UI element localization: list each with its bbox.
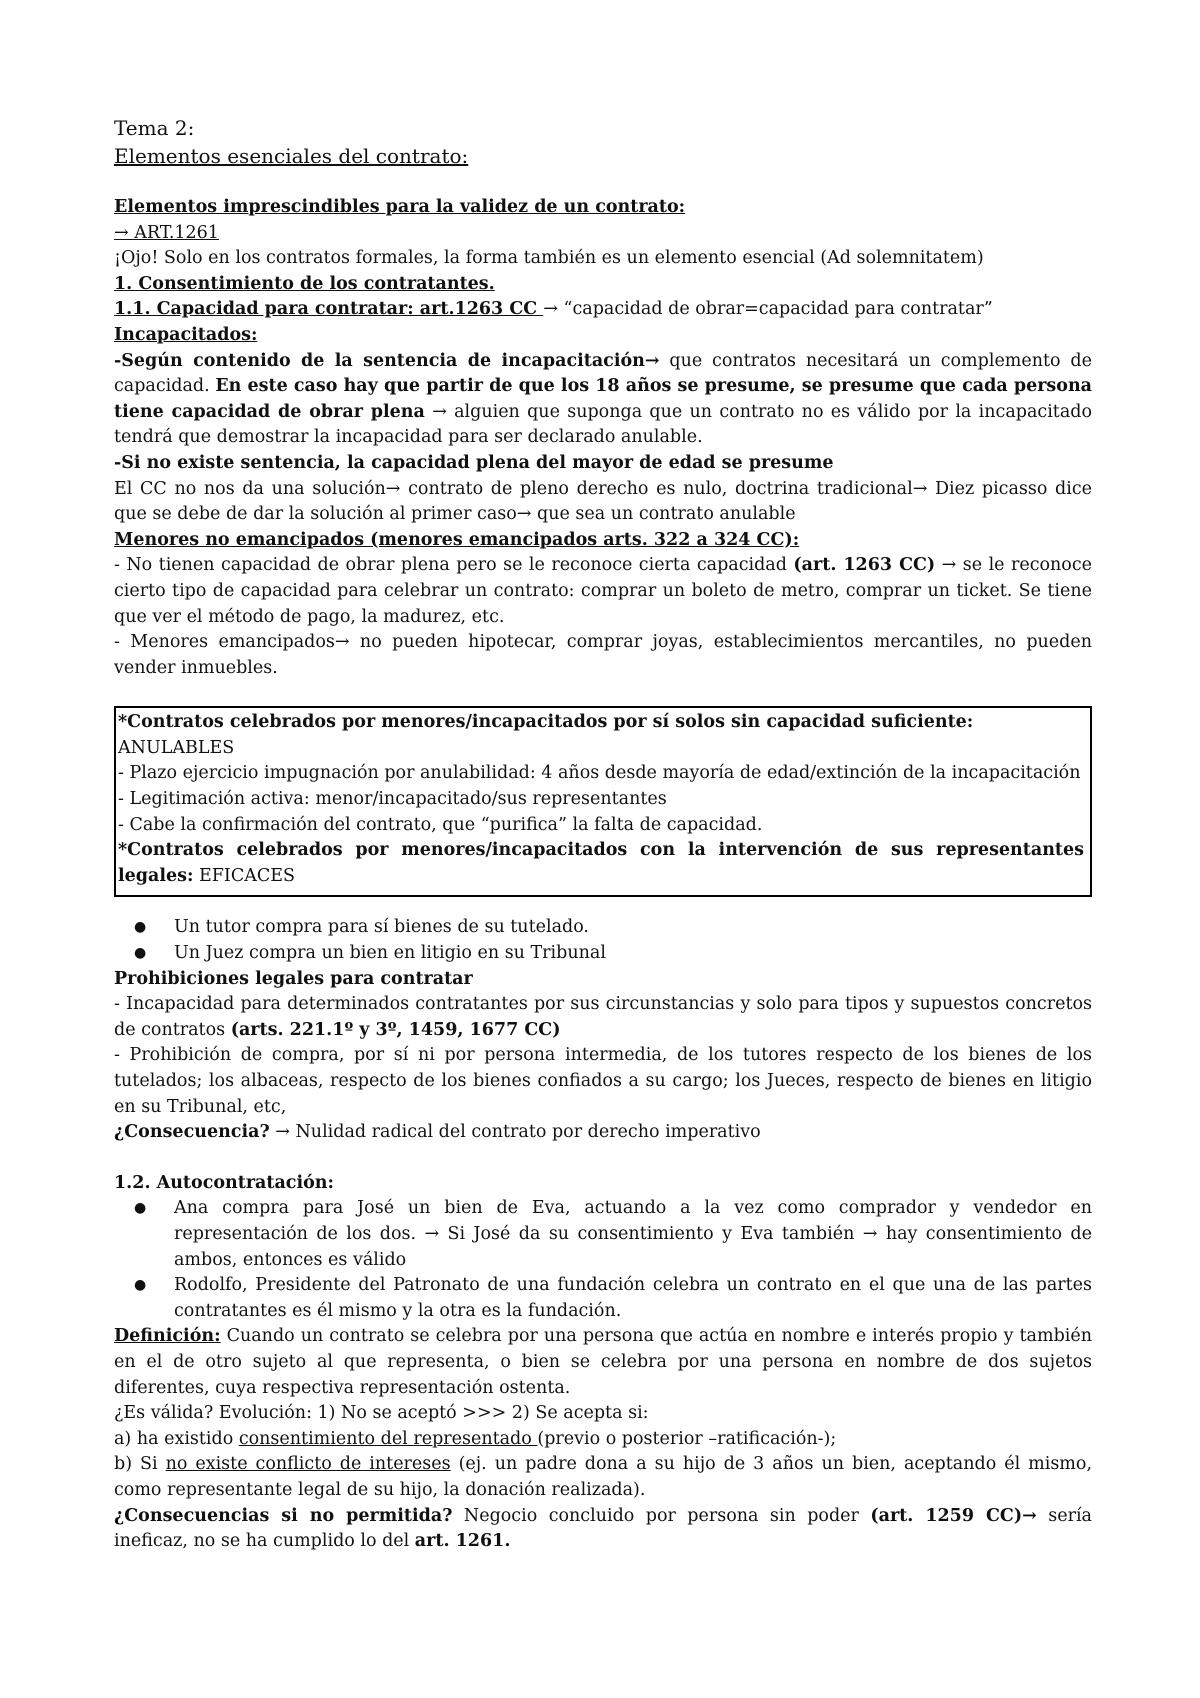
- section-1-1-quote: → “capacidad de obrar=capacidad para contratar”: [543, 299, 993, 320]
- bold-text: ¿Consecuencia?: [114, 1122, 270, 1143]
- paragraph-consecuencia: [114, 1120, 1092, 1146]
- incapacitados-heading: Incapacitados:: [114, 324, 258, 345]
- underlined-text: consentimiento del representado: [238, 1428, 538, 1449]
- section-1-1-heading: [114, 297, 1092, 323]
- body-text: - Incapacidad para determinados contratantes por sus circunstancias y solo para tipos y supuestos concretos de contratos: [114, 994, 1092, 1040]
- bullet-icon: ●: [134, 945, 147, 962]
- box-line-anulables: [118, 710, 1084, 761]
- paragraph-emancipados: - Menores emancipados→ no pueden hipotecar, comprar joyas, establecimientos mercantiles, no pueden vender inmuebles.: [114, 632, 1092, 678]
- bold-text: (arts. 221.1º y 3º, 1459, 1677 CC): [230, 1019, 561, 1040]
- list-item: [134, 915, 1092, 941]
- bullet-icon: ●: [134, 919, 147, 936]
- document-page: [114, 114, 1092, 1555]
- prohibiciones-heading: Prohibiciones legales para contratar: [114, 968, 473, 989]
- paragraph-consecuencias: [114, 1504, 1092, 1555]
- bold-text: En este caso hay que partir de que los 18 años se presume, se presume que cada persona tiene capacidad de obrar plena: [114, 376, 1093, 422]
- body-text: - No tienen capacidad de obrar plena pero se le reconoce cierta capacidad: [114, 555, 794, 576]
- list-item-text: Un tutor compra para sí bienes de su tutelado.: [174, 917, 589, 938]
- body-text: (previo o posterior –ratificación-);: [537, 1428, 837, 1449]
- body-text: → alguien que suponga que un contrato no es válido por la incapacitado tendrá que demostrar la incapacidad para ser declarado anulable.: [114, 401, 1092, 448]
- bold-text: -Según contenido de la sentencia de incapacitación→: [114, 350, 660, 371]
- paragraph-definicion: [114, 1324, 1092, 1401]
- list-item-text: Ana compra para José un bien de Eva, actuando a la vez como comprador y vendedor en representación de los dos. → Si José da su consentimiento y Eva también → hay consentimiento de ambos, entonces es válido: [174, 1198, 1092, 1270]
- examples-list: [114, 915, 1092, 966]
- body-text: sería ineficaz, no se ha cumplido lo del: [114, 1505, 1092, 1552]
- body-text: Cuando un contrato se celebra por una persona que actúa en nombre e interés propio y también en el de otro sujeto al que representa, o bien se celebra por una persona en nombre de dos sujetos diferentes, cuya respectiva representación ostenta.: [114, 1326, 1092, 1398]
- body-text: → Nulidad radical del contrato por derecho imperativo: [269, 1122, 761, 1143]
- box-line-plazo: - Plazo ejercicio impugnación por anulabilidad: 4 años desde mayoría de edad/extinción de la incapacitación: [118, 763, 1081, 784]
- bold-text: Definición:: [114, 1326, 221, 1347]
- document-title: Elementos esenciales del contrato:: [114, 144, 469, 168]
- box-line-legitimacion: - Legitimación activa: menor/incapacitado/sus representantes: [118, 789, 667, 810]
- summary-box: [114, 706, 1092, 897]
- formal-note: ¡Ojo! Solo en los contratos formales, la forma también es un elemento esencial (Ad solemnitatem): [114, 248, 984, 269]
- section-1-heading: 1. Consentimiento de los contratantes.: [114, 273, 495, 294]
- paragraph-menores: [114, 553, 1092, 630]
- body-text: b) Si: [114, 1454, 166, 1475]
- body-text: (ej. un padre dona a su hijo de 3 años un bien, aceptando él mismo, como representante legal de su hijo, la donación realizada).: [114, 1454, 1093, 1500]
- section-1-1-title: 1.1. Capacidad para contratar: art.1263 CC: [114, 299, 544, 320]
- underlined-text: no existe conflicto de intereses: [165, 1454, 451, 1475]
- paragraph-no-sentencia: -Si no existe sentencia, la capacidad plena del mayor de edad se presume: [114, 452, 834, 473]
- body-text: Negocio concluido por persona sin poder: [452, 1505, 871, 1526]
- list-item: [134, 941, 1092, 967]
- list-item: [134, 1273, 1092, 1324]
- intro-heading: Elementos imprescindibles para la validez de un contrato:: [114, 197, 686, 217]
- body-text: EFICACES: [193, 865, 296, 886]
- bold-text: ¿Consecuencias si no permitida?: [114, 1505, 453, 1526]
- box-line-eficaces: [118, 838, 1084, 889]
- body-text: ANULABLES: [118, 737, 235, 758]
- autocontratacion-list: [114, 1196, 1092, 1324]
- body-text: → se le reconoce cierto tipo de capacidad para celebrar un contrato: comprar un boleto de metro, comprar un ticket. Se tiene que ver el método de pago, la madurez, etc.: [114, 555, 1092, 627]
- paragraph-es-valida: ¿Es válida? Evolución: 1) No se aceptó >>> 2) Se acepta si:: [114, 1403, 649, 1424]
- body-text: a) ha existido: [114, 1428, 239, 1449]
- list-item: [134, 1196, 1092, 1273]
- paragraph-a: [114, 1427, 1092, 1453]
- bold-text: art. 1261.: [414, 1531, 511, 1552]
- tema-label: Tema 2:: [114, 116, 195, 140]
- bullet-icon: ●: [134, 1277, 147, 1294]
- paragraph-sentencia: [114, 349, 1092, 451]
- spacer: [114, 170, 1092, 195]
- bold-text: *Contratos celebrados por menores/incapacitados por sí solos sin capacidad suficiente:: [118, 712, 974, 733]
- spacer: [114, 1146, 1092, 1171]
- paragraph-incapacidad: [114, 992, 1092, 1043]
- list-item-text: Rodolfo, Presidente del Patronato de una fundación celebra un contrato en el que una de las partes contratantes es él mismo y la otra es la fundación.: [174, 1275, 1092, 1321]
- bold-text: *Contratos celebrados por menores/incapacitados con la intervención de sus representantes legales:: [118, 840, 1084, 886]
- box-line-confirmacion: - Cabe la confirmación del contrato, que “purifica” la falta de capacidad.: [118, 814, 763, 835]
- bold-text: (art. 1259 CC)→: [870, 1505, 1037, 1526]
- section-1-2-heading: 1.2. Autocontratación:: [114, 1172, 334, 1193]
- bold-text: (art. 1263 CC): [793, 555, 936, 576]
- body-text: que contratos necesitará un complemento de capacidad.: [114, 350, 1092, 397]
- list-item-text: Un Juez compra un bien en litigio en su Tribunal: [174, 943, 606, 964]
- art-reference: → ART.1261: [114, 222, 219, 243]
- paragraph-b: [114, 1452, 1092, 1503]
- paragraph-cc-solucion: El CC no nos da una solución→ contrato de pleno derecho es nulo, doctrina tradicional→ Diez picasso dice que se debe de dar la solución al primer caso→ que sea un contrato anulable: [114, 478, 1092, 525]
- bullet-icon: ●: [134, 1200, 147, 1217]
- paragraph-prohibicion-compra: - Prohibición de compra, por sí ni por persona intermedia, de los tutores respecto de los bienes de los tutelados; los albaceas, respecto de los bienes confiados a su cargo; los Jueces, respecto de bienes en litigio en su Tribunal, etc,: [114, 1045, 1092, 1117]
- menores-heading: Menores no emancipados (menores emancipados arts. 322 a 324 CC):: [114, 529, 800, 550]
